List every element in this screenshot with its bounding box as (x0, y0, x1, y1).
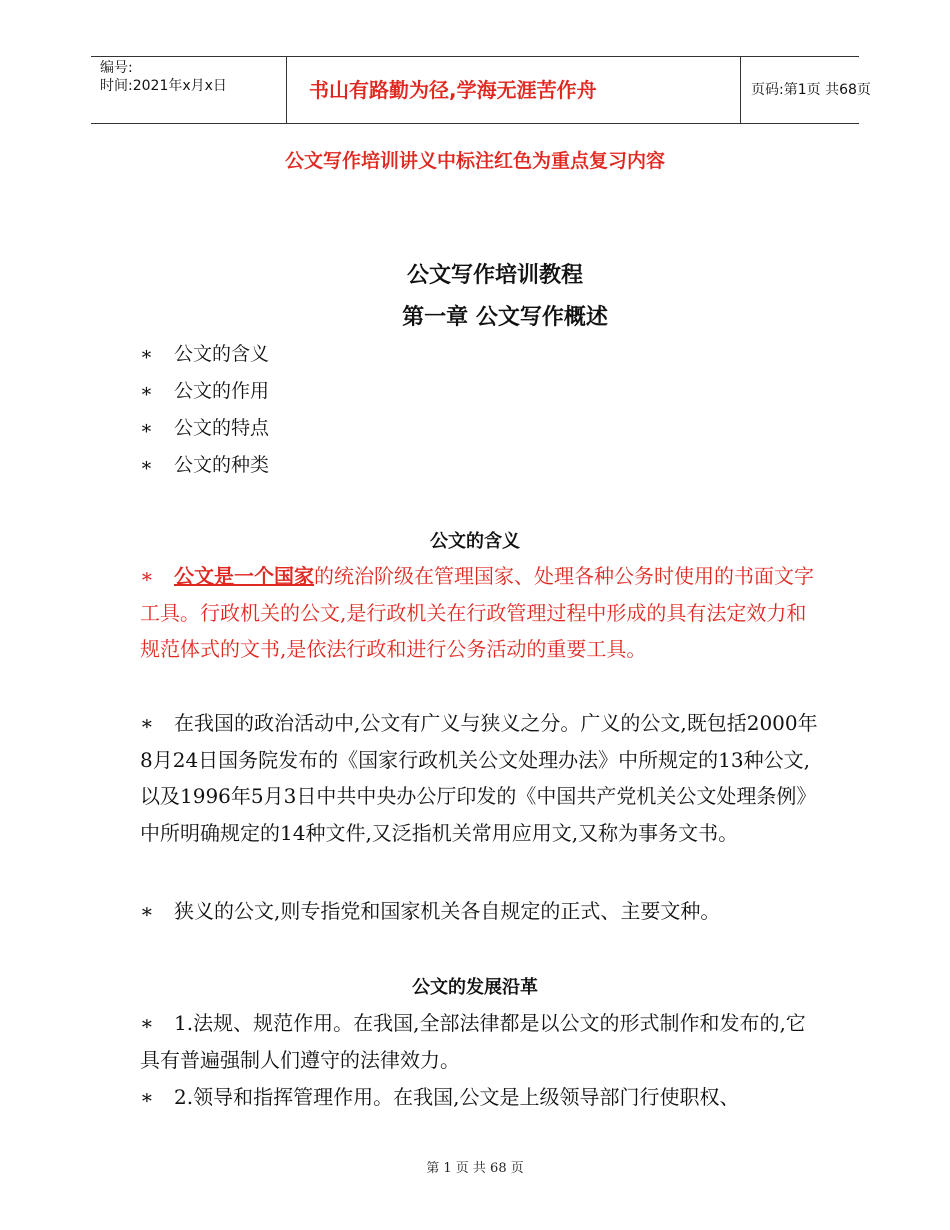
outline-item (140, 451, 269, 488)
page-info: 页码:第1页 共68页 (751, 82, 871, 98)
header-motto-cell (286, 57, 741, 123)
star-bullet-icon: ∗ (140, 454, 153, 476)
star-bullet-icon: ∗ (140, 899, 154, 923)
document-title: 公文写作培训教程 (406, 263, 583, 288)
star-bullet-icon: ∗ (140, 1011, 154, 1035)
chapter-title: 第一章 公文写作概述 (402, 305, 608, 330)
chapter-outline (140, 340, 269, 488)
section-heading: 公文的发展沿革 (412, 977, 538, 998)
header-table (91, 56, 871, 124)
star-bullet-icon: ∗ (140, 1085, 154, 1109)
time-label: 时间:2021年x月x日 (100, 78, 227, 94)
paragraph-text: 狭义的公文,则专指党和国家机关各自规定的正式、主要文种。 (174, 899, 721, 923)
outline-item (140, 414, 269, 451)
underlined-phrase: 公文是一个国家 (174, 564, 314, 588)
number-label: 编号: (100, 60, 133, 76)
outline-item (140, 340, 269, 377)
paragraph (140, 705, 820, 851)
star-bullet-icon: ∗ (140, 380, 153, 402)
paragraph-text: 在我国的政治活动中,公文有广义与狭义之分。广义的公文,既包括2000年8月24日国务院发布的《国家行政机关公文处理办法》中所规定的13种公文,以及1996年5月3日中共中央办公厅印发的《中国共产党机关公文处理条例》中所明确规定的14种文件,又泛指机关常用应用文,又称为事务文书。 (140, 711, 818, 845)
paragraph (140, 1005, 820, 1078)
paragraph (140, 893, 820, 930)
outline-item (140, 377, 269, 414)
red-notice: 公文写作培训讲义中标注红色为重点复习内容 (284, 150, 665, 172)
outline-item-label: 公文的作用 (174, 380, 270, 402)
star-bullet-icon: ∗ (140, 343, 153, 365)
paragraph (140, 1079, 820, 1116)
motto: 书山有路勤为径,学海无涯苦作舟 (309, 78, 597, 102)
outline-item-label: 公文的含义 (174, 343, 270, 365)
star-bullet-icon: ∗ (140, 564, 154, 588)
header-meta-cell (91, 57, 286, 123)
star-bullet-icon: ∗ (140, 711, 154, 735)
page-footer: 第 1 页 共 68 页 (426, 1161, 524, 1176)
definition-paragraph (140, 558, 820, 668)
header-page-cell (740, 57, 871, 123)
outline-item-label: 公文的种类 (174, 454, 270, 476)
paragraph-text: 2.领导和指挥管理作用。在我国,公文是上级领导部门行使职权、 (174, 1085, 740, 1109)
paragraph-text: 1.法规、规范作用。在我国,全部法律都是以公文的形式制作和发布的,它具有普遍强制人们遵守的法律效力。 (140, 1011, 806, 1072)
section-heading: 公文的含义 (430, 531, 520, 552)
outline-item-label: 公文的特点 (174, 417, 270, 439)
star-bullet-icon: ∗ (140, 417, 153, 439)
paragraph-text: 的统治阶级在管理国家、处理各种公务时使用的书面文字工具。行政机关的公文,是行政机关在行政管理过程中形成的具有法定效力和规范体式的文书,是依法行政和进行公务活动的重要工具。 (140, 564, 814, 661)
